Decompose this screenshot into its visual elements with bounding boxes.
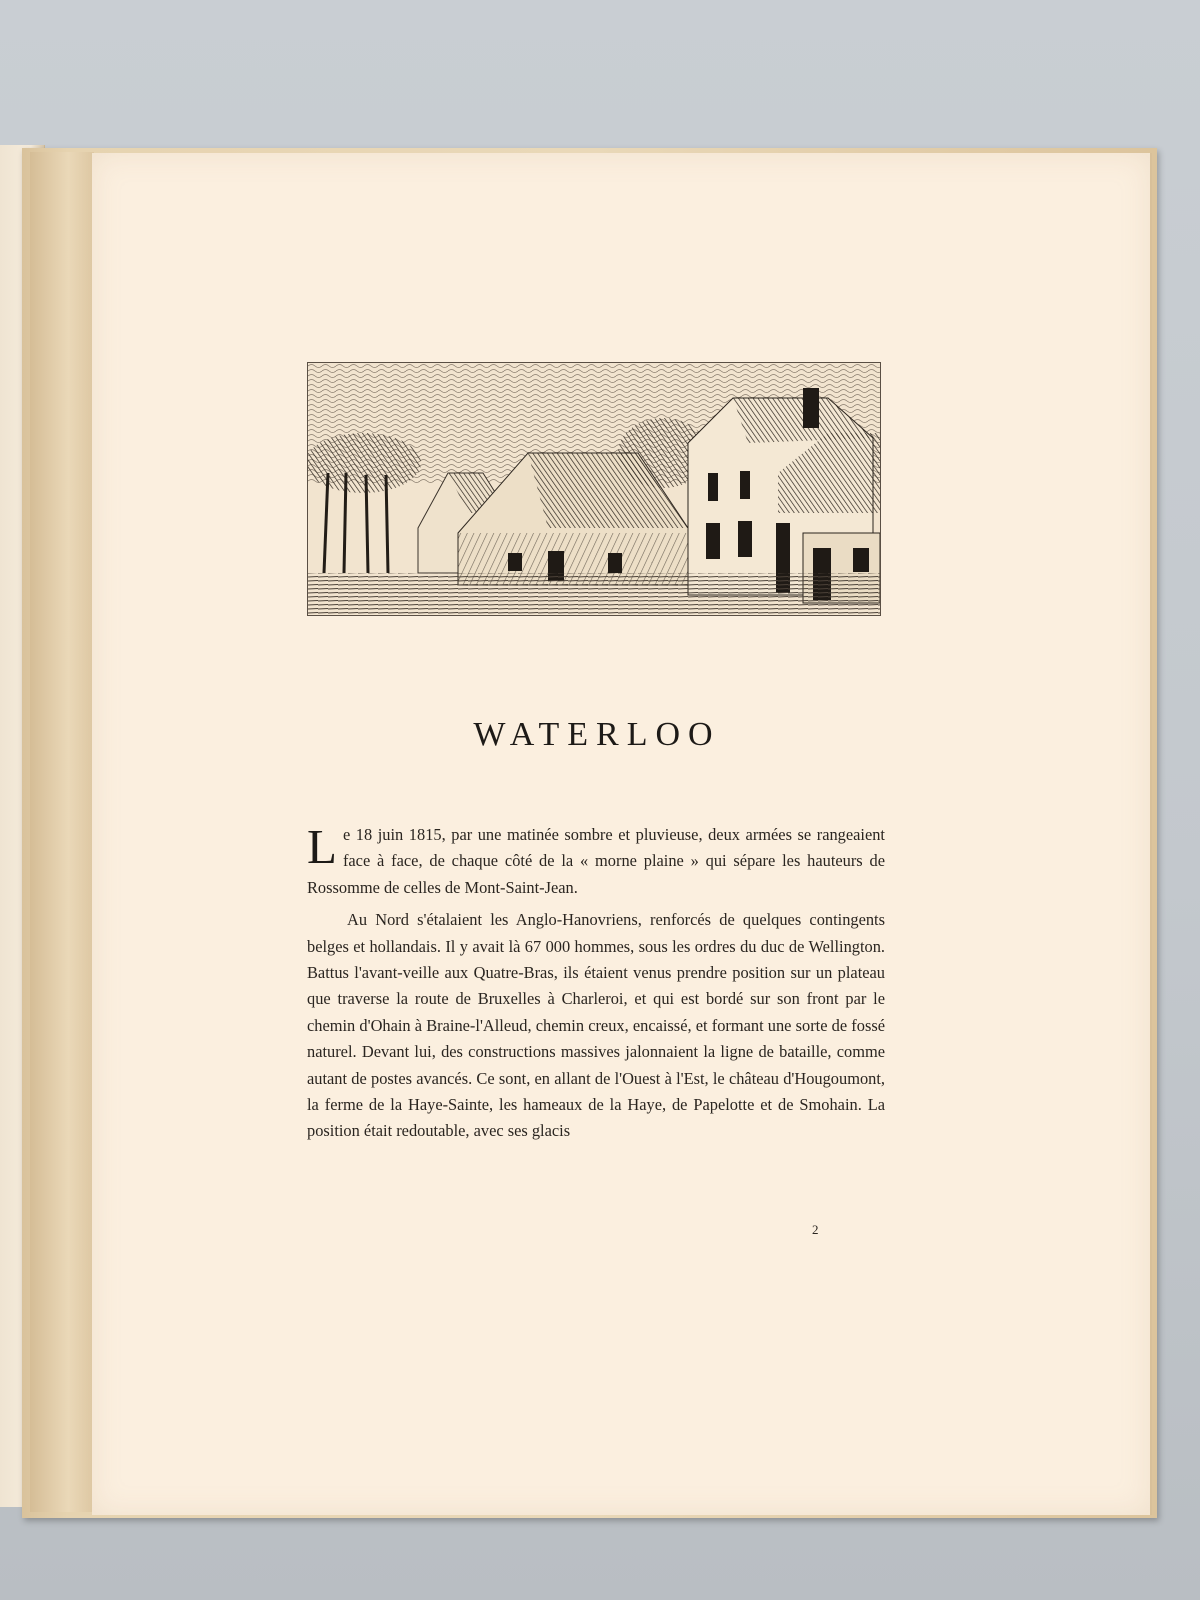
- drop-cap: L: [307, 819, 337, 874]
- chapter-title: WATERLOO: [473, 716, 721, 753]
- page-number: 2: [812, 1222, 819, 1237]
- paragraph-first: [307, 819, 885, 901]
- paragraph-second: Au Nord s'étalaient les Anglo-Hanovriens, renforcés de quelques contingents belges et hollandais. Il y avait là 67 000 hommes, sous les ordres du duc de Wellington. Battus l'avant-veille aux Quatre-Bras, ils étaient venus prendre position sur un plateau que traverse la route de Bruxelles à Charleroi, et qui est bordé sur son front par le chemin d'Ohain à Braine-l'Alleud, chemin creux, encaissé, et formant une sorte de fossé naturel. Devant lui, des constructions massives jalonnaient la ligne de bataille, comme autant de postes avancés. Ce sont, en allant de l'Ouest à l'Est, le château d'Hougoumont, la ferme de la Haye-Sainte, les hameaux de la Haye, de Papelotte et de Smohain. La position était redoutable, avec ses glacis: [307, 910, 885, 1141]
- body-text: [307, 819, 885, 1145]
- paragraph-first-text: e 18 juin 1815, par une matinée sombre et pluvieuse, deux armées se rangeaient face à face, de chaque côté de la « morne plaine » qui sépare les hauteurs de Rossomme de celles de Mont-Saint-Jean.: [307, 825, 885, 897]
- etching-houses-icon: [307, 362, 881, 616]
- book-gutter: [30, 152, 94, 1512]
